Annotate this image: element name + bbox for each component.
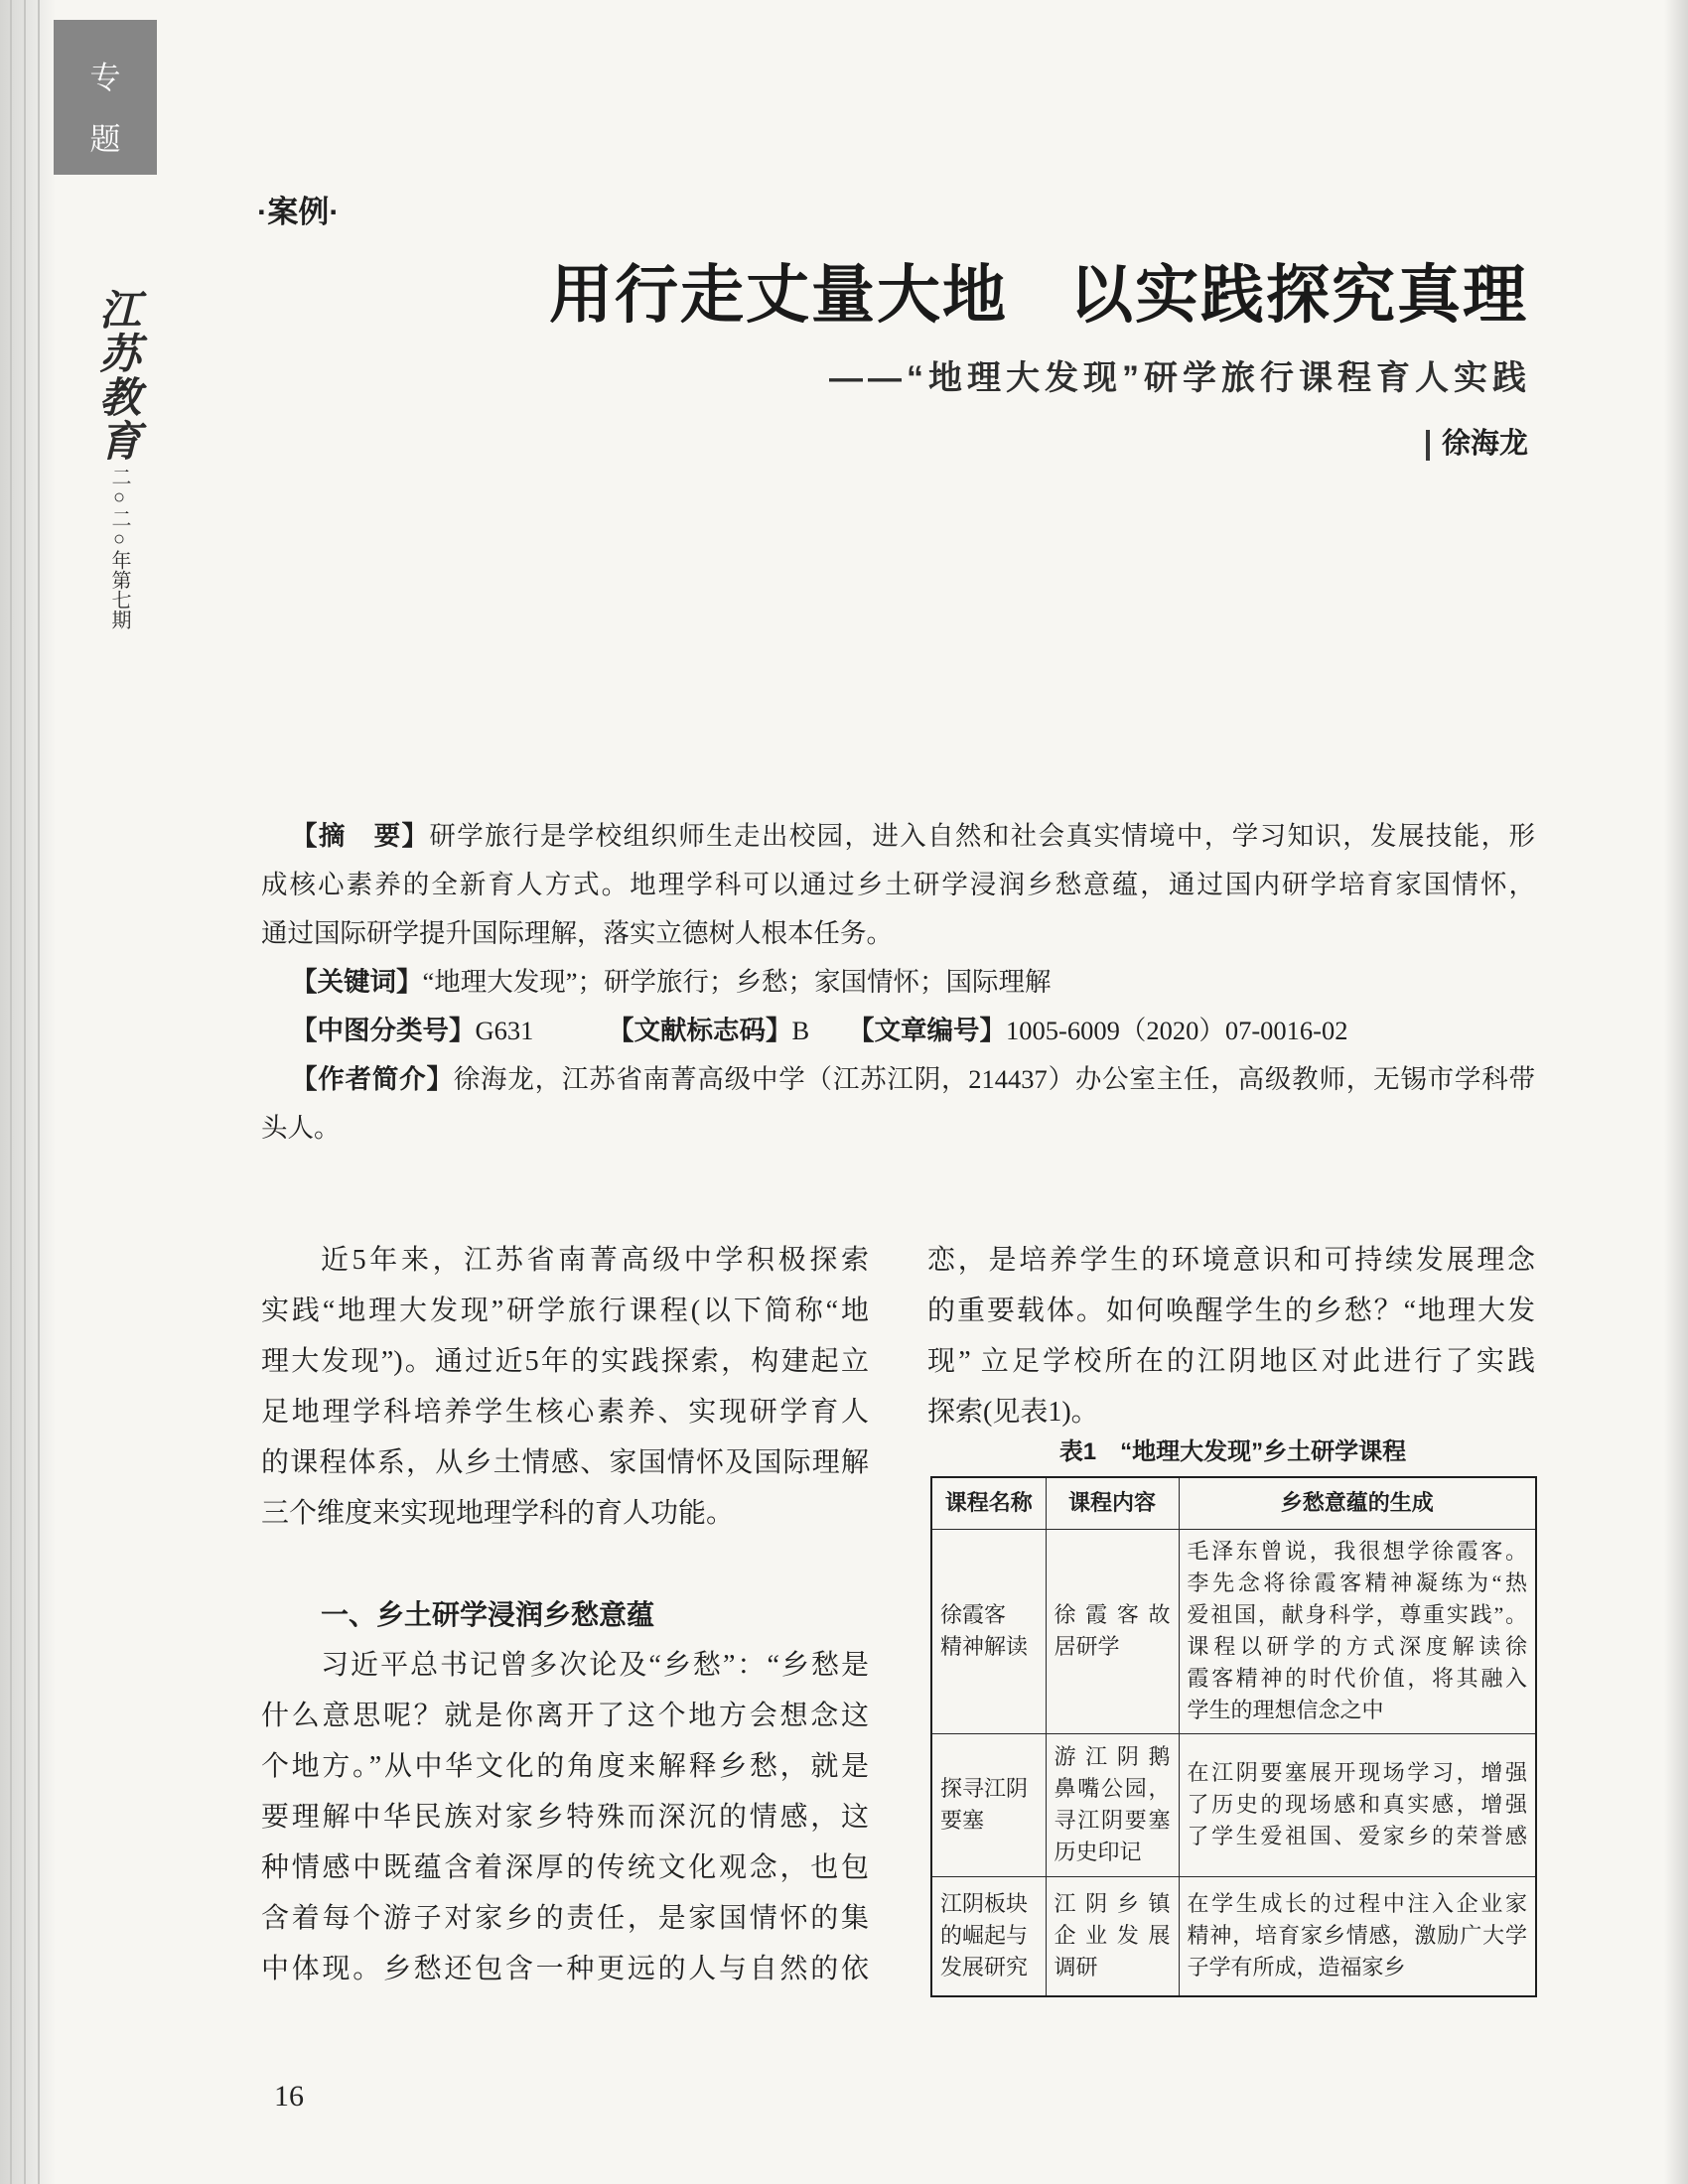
- course-meaning-cell: [1179, 1876, 1536, 1996]
- doc-code-item: [608, 1007, 809, 1055]
- section-tab-char: 专: [89, 61, 121, 95]
- keywords-label: 【关键词】: [291, 967, 423, 997]
- abstract-summary-line: 成核心素养的全新育人方式。地理学科可以通过乡土研学浸润乡愁意蕴，通过国内研学培育家国情怀，: [261, 870, 1535, 899]
- cell-line: 子学有所成，造福家乡: [1187, 1955, 1406, 1980]
- journal-issue: 二○二○年第七期: [108, 467, 130, 629]
- body-line: 恋，是培养学生的环境意识和可持续发展理念: [927, 1245, 1535, 1276]
- cell-line: 了历史的现场感和真实感，增强: [1187, 1792, 1527, 1817]
- cell-line: 历史印记: [1054, 1840, 1142, 1864]
- cell-line: 居研学: [1054, 1634, 1120, 1659]
- cell-line: 寻江阴要塞: [1054, 1808, 1171, 1833]
- author-bio-label: 【作者简介】: [291, 1064, 454, 1094]
- course-table: [930, 1476, 1537, 1997]
- column-label: ·案例·: [257, 195, 340, 229]
- paragraph-spacer: [261, 1539, 869, 1589]
- body-line: 习近平总书记曾多次论及“乡愁”：“乡愁是: [321, 1650, 869, 1681]
- journal-name: 江苏教育: [93, 288, 139, 463]
- course-content-cell: [1046, 1733, 1179, 1876]
- table-row: [931, 1529, 1536, 1733]
- clc-value: G631: [475, 1016, 534, 1045]
- cell-line: 在江阴要塞展开现场学习，增强: [1187, 1760, 1527, 1785]
- page-number: 16: [274, 2080, 304, 2113]
- body-line: 近5年来，江苏省南菁高级中学积极探索: [321, 1245, 869, 1276]
- cell-line: 毛泽东曾说，我很想学徐霞客。: [1187, 1539, 1527, 1564]
- cell-line: 徐霞客: [940, 1602, 1007, 1627]
- course-name-cell: [931, 1529, 1046, 1733]
- author-bio-line: [261, 1055, 1535, 1104]
- article-no-label: 【文章编号】: [848, 1016, 1006, 1045]
- cell-line: 爱祖国，献身科学，尊重实践”。: [1187, 1602, 1527, 1627]
- cell-line: 在学生成长的过程中注入企业家: [1187, 1891, 1527, 1917]
- body-line: 三个维度来实现地理学科的育人功能。: [261, 1498, 735, 1529]
- scan-shadow-right: [1664, 0, 1688, 2184]
- body-line: 要理解中华民族对家乡特殊而深沉的情感，这: [261, 1802, 869, 1833]
- body-line: 含着每个游子对家乡的责任，是家国情怀的集: [261, 1903, 869, 1934]
- cell-line: 了学生爱祖国、爱家乡的荣誉感: [1187, 1824, 1527, 1848]
- cell-line: 调研: [1054, 1955, 1098, 1980]
- abstract-summary-line: [261, 812, 1535, 861]
- clc-label: 【中图分类号】: [291, 1016, 476, 1045]
- table-row: [931, 1876, 1536, 1996]
- abstract-block: [261, 812, 1535, 1153]
- page-edge-line: [10, 0, 12, 2184]
- author-bar: [1426, 430, 1430, 461]
- body-column-right: [927, 1235, 1535, 1437]
- cell-line: 课程以研学的方式深度解读徐: [1187, 1634, 1527, 1659]
- cell-line: 发展研究: [940, 1955, 1029, 1980]
- body-column-left: [261, 1235, 869, 1994]
- table-caption: 表1 “地理大发现”乡土研学课程: [1058, 1438, 1407, 1465]
- section-tab-char: 题: [89, 122, 121, 157]
- article-no-item: [848, 1007, 1347, 1055]
- article-no-value: 1005-6009（2020）07-0016-02: [1006, 1016, 1348, 1045]
- body-line: 探索(见表1)。: [927, 1397, 1099, 1428]
- page-edge-line: [24, 0, 26, 2184]
- section-heading: 一、乡土研学浸润乡愁意蕴: [321, 1599, 655, 1630]
- abstract-summary-line: 通过国际研学提升国际理解，落实立德树人根本任务。: [261, 918, 893, 948]
- cell-line: 徐霞客故: [1054, 1602, 1171, 1627]
- body-line: 的重要载体。如何唤醒学生的乡愁？“地理大发: [927, 1296, 1535, 1326]
- course-meaning-cell: [1179, 1529, 1536, 1733]
- article-subtitle: ——“地理大发现”研学旅行课程育人实践: [829, 359, 1531, 397]
- body-line: 理大发现”)。通过近5年的实践探索，构建起立: [261, 1346, 869, 1377]
- cell-line: 的崛起与: [940, 1923, 1029, 1949]
- table-header-row: [931, 1477, 1536, 1529]
- section-tab: [54, 20, 157, 175]
- cell-line: 精神解读: [940, 1634, 1029, 1659]
- body-line: 种情感中既蕴含着深厚的传统文化观念，也包: [261, 1852, 869, 1883]
- table-header-cell: 乡愁意蕴的生成: [1179, 1477, 1536, 1529]
- course-content-cell: [1046, 1529, 1179, 1733]
- course-name-cell: [931, 1733, 1046, 1876]
- body-line: 实践“地理大发现”研学旅行课程(以下简称“地: [261, 1296, 869, 1326]
- summary-label: 【摘 要】: [291, 821, 430, 851]
- body-line: 足地理学科培养学生核心素养、实现研学育人: [261, 1397, 869, 1428]
- title-part-1: 用行走丈量大地: [549, 259, 1008, 331]
- cell-line: 游江阴鹅: [1054, 1744, 1171, 1769]
- author-bio-line: 头人。: [261, 1113, 341, 1143]
- summary-text: 研学旅行是学校组织师生走出校园，进入自然和社会真实情境中，学习知识，发展技能，形: [429, 821, 1535, 851]
- cell-line: 江阴乡镇: [1054, 1891, 1171, 1917]
- course-name-cell: [931, 1876, 1046, 1996]
- cell-line: 探寻江阴: [940, 1776, 1029, 1801]
- title-part-2: 以实践探究真理: [1069, 259, 1528, 331]
- table-row: [931, 1733, 1536, 1876]
- cell-line: 精神，培育家乡情感，激励广大学: [1187, 1923, 1527, 1949]
- clc-item: [291, 1007, 533, 1055]
- keywords-line: [261, 958, 1535, 1007]
- cell-line: 江阴板块: [940, 1891, 1029, 1917]
- body-line: 的课程体系，从乡土情感、家国情怀及国际理解: [261, 1447, 869, 1478]
- body-line: 个地方。”从中华文化的角度来解释乡愁，就是: [261, 1751, 869, 1782]
- body-line: 中体现。乡愁还包含一种更远的人与自然的依: [261, 1954, 869, 1984]
- course-content-cell: [1046, 1876, 1179, 1996]
- classification-codes-line: [261, 1007, 1535, 1055]
- page-edge-line: [38, 0, 40, 2184]
- cell-line: 要塞: [940, 1808, 985, 1833]
- author-name: 徐海龙: [1441, 428, 1528, 460]
- body-line: 什么意思呢？就是你离开了这个地方会想念这: [261, 1701, 869, 1731]
- keywords-text: “地理大发现”；研学旅行；乡愁；家国情怀；国际理解: [422, 967, 1052, 997]
- cell-line: 学生的理想信念之中: [1187, 1698, 1384, 1722]
- table-header-cell: 课程名称: [931, 1477, 1046, 1529]
- cell-line: 企业发展: [1054, 1923, 1171, 1949]
- body-line: 现” 立足学校所在的江阴地区对此进行了实践: [927, 1346, 1535, 1377]
- author-bio-text: 徐海龙，江苏省南菁高级中学（江苏江阴，214437）办公室主任，高级教师，无锡市学科带: [453, 1064, 1536, 1094]
- doc-code-value: B: [791, 1016, 810, 1045]
- doc-code-label: 【文献标志码】: [608, 1016, 792, 1045]
- table-header-cell: 课程内容: [1046, 1477, 1179, 1529]
- cell-line: 李先念将徐霞客精神凝练为“热: [1187, 1570, 1527, 1595]
- article-title: [549, 260, 1528, 330]
- course-meaning-cell: [1179, 1733, 1536, 1876]
- page-edge-strip: [0, 0, 56, 2184]
- cell-line: 鼻嘴公园，: [1054, 1776, 1171, 1801]
- cell-line: 霞客精神的时代价值，将其融入: [1187, 1666, 1527, 1691]
